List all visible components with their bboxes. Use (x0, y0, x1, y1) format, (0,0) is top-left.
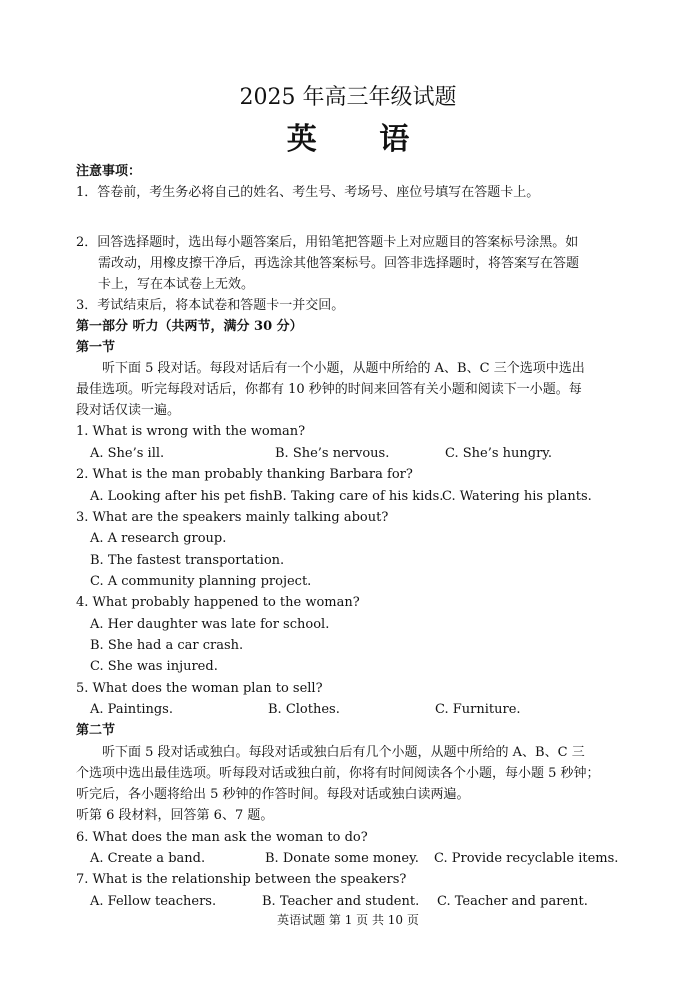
option-a: A. Fellow teachers. (90, 894, 217, 909)
section1-instructions: 最佳选项。听完每段对话后，你都有 10 秒钟的时间来回答有关小题和阅读下一小题。每 (76, 382, 582, 397)
option-a: A. Looking after his pet fish. (90, 489, 278, 504)
question-stem: 7. What is the relationship between the speakers? (76, 872, 407, 887)
notes-heading: 注意事项： (76, 164, 142, 179)
option-b: B. She’s nervous. (275, 446, 390, 461)
option-b: B. Donate some money. (265, 851, 419, 866)
note-line: 需改动，用橡皮擦干净后，再选涂其他答案标号。回答非选择题时，将答案写在答题 (98, 256, 580, 271)
option-b: B. She had a car crash. (90, 638, 244, 653)
question-stem: 6. What does the man ask the woman to do? (76, 830, 368, 845)
option-c: C. A community planning project. (90, 574, 312, 589)
option-b: B. Teacher and student. (262, 894, 420, 909)
option-c: C. Watering his plants. (442, 489, 592, 504)
option-c: C. Furniture. (435, 702, 521, 717)
section2-heading: 第二节 (76, 723, 116, 738)
question-stem: 3. What are the speakers mainly talking about? (76, 510, 389, 525)
option-a: A. Her daughter was late for school. (90, 617, 330, 632)
section2-instructions: 个选项中选出最佳选项。听每段对话或独白前，你将有时间阅读各个小题，每小题 5 秒钟； (76, 766, 600, 781)
material-note: 听第 6 段材料，回答第 6、7 题。 (76, 808, 274, 823)
option-c: C. Provide recyclable items. (434, 851, 619, 866)
question-stem: 1. What is wrong with the woman? (76, 424, 306, 439)
note-line: 1．答卷前，考生务必将自己的姓名、考生号、考场号、座位号填写在答题卡上。 (76, 185, 540, 200)
option-a: A. She’s ill. (90, 446, 165, 461)
part1-heading: 第一部分 听力（共两节，满分 30 分） (76, 319, 303, 334)
section2-instructions: 听完后，各小题将给出 5 秒钟的作答时间。每段对话或独白读两遍。 (76, 787, 470, 802)
question-stem: 5. What does the woman plan to sell? (76, 681, 323, 696)
option-b: B. Taking care of his kids. (273, 489, 444, 504)
option-c: C. She was injured. (90, 659, 218, 674)
option-c: C. Teacher and parent. (437, 894, 588, 909)
option-b: B. The fastest transportation. (90, 553, 285, 568)
subject-title: 英 语 (286, 122, 436, 157)
page-footer: 英语试题 第 1 页 共 10 页 (277, 913, 419, 927)
question-stem: 2. What is the man probably thanking Barbara for? (76, 467, 413, 482)
note-line: 2．回答选择题时，选出每小题答案后，用铅笔把答题卡上对应题目的答案标号涂黑。如 (76, 235, 579, 250)
option-a: A. A research group. (90, 531, 227, 546)
section1-instructions: 听下面 5 段对话。每段对话后有一个小题，从题中所给的 A、B、C 三个选项中选出 (102, 361, 585, 376)
option-c: C. She’s hungry. (445, 446, 553, 461)
question-stem: 4. What probably happened to the woman? (76, 595, 360, 610)
exam-title: 2025 年高三年级试题 (239, 85, 457, 110)
section2-instructions: 听下面 5 段对话或独白。每段对话或独白后有几个小题，从题中所给的 A、B、C 三 (102, 745, 585, 760)
note-line: 3．考试结束后，将本试卷和答题卡一并交回。 (76, 298, 345, 313)
section1-heading: 第一节 (76, 340, 116, 355)
option-a: A. Create a band. (90, 851, 206, 866)
section1-instructions: 段对话仅读一遍。 (76, 403, 181, 418)
option-b: B. Clothes. (268, 702, 340, 717)
note-line: 卡上，写在本试卷上无效。 (98, 277, 255, 292)
option-a: A. Paintings. (90, 702, 173, 717)
